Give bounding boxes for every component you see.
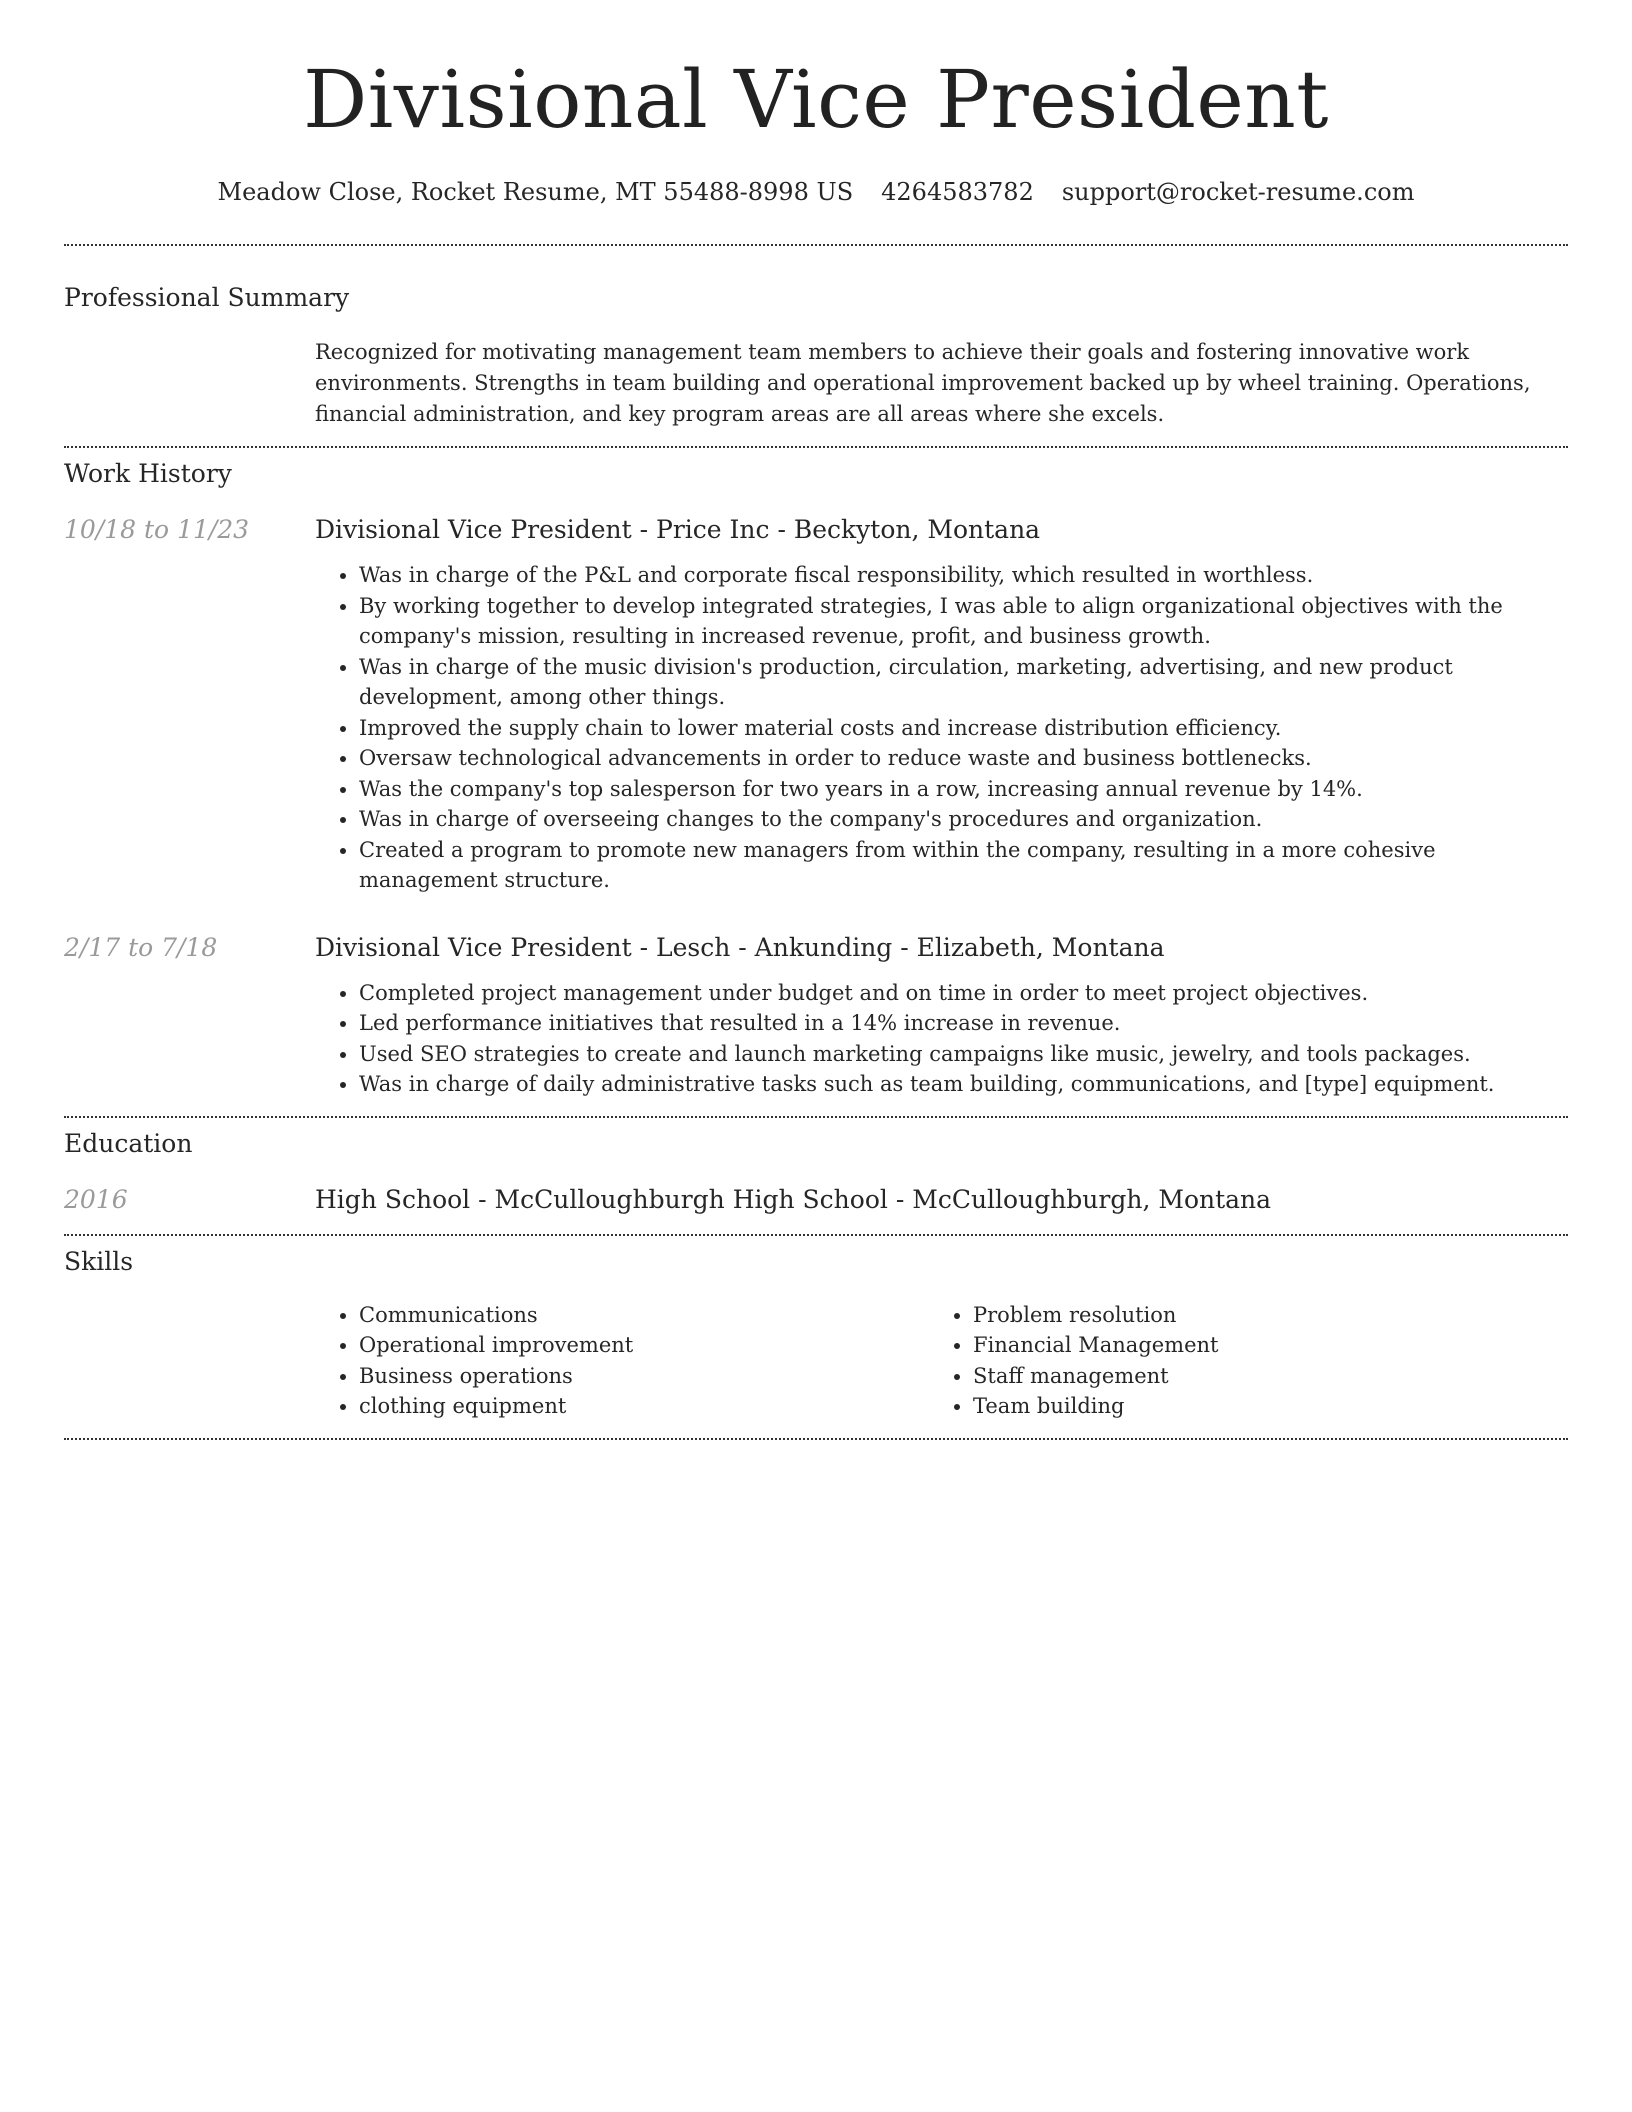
candidate-name: Divisional Vice President — [303, 53, 1329, 146]
list-item: • Used SEO strategies to create and launch marketing campaigns like music, jewelry, and tools packages. — [359, 1039, 1568, 1070]
job-dates: 2/17 to 7/18 — [64, 932, 218, 962]
skills-title: Skills — [64, 1246, 134, 1276]
list-item: • Was in charge of the music division's production, circulation, marketing, advertising, and new product development, among other things. — [359, 652, 1568, 713]
education-title: Education — [64, 1128, 193, 1158]
skills-columns — [315, 1300, 1568, 1422]
work-history-title: Work History — [64, 459, 232, 488]
summary-section — [64, 246, 1568, 430]
list-item: • By working together to develop integrated strategies, I was able to align organizational objectives with the company's mission, resulting in increased revenue, profit, and business growth. — [359, 591, 1568, 652]
list-item: • Oversaw technological advancements in order to reduce waste and business bottlenecks. — [359, 743, 1568, 774]
job-heading: Divisional Vice President - Lesch - Ankunding - Elizabeth, Montana — [315, 932, 1165, 962]
education-year: 2016 — [64, 1184, 128, 1214]
summary-text: Recognized for motivating management team members to achieve their goals and fostering innovative work environments. Strengths in team building and operational improvement backed up by wheel training. Operations, financial administration, and key program areas are all areas where she excels. — [315, 340, 1531, 426]
list-item: • Completed project management under budget and on time in order to meet project objectives. — [359, 978, 1568, 1009]
list-item: • Business operations — [359, 1361, 929, 1392]
list-item: • Was in charge of overseeing changes to the company's procedures and organization. — [359, 804, 1568, 835]
section-divider — [64, 1438, 1568, 1440]
work-history-section — [64, 448, 1568, 1100]
skills-list-right — [929, 1300, 1543, 1422]
contact-email: support@rocket-resume.com — [1061, 178, 1415, 206]
list-item: • Communications — [359, 1300, 929, 1331]
summary-title: Professional Summary — [64, 283, 350, 312]
resume-header — [64, 0, 1568, 208]
skills-list-left — [315, 1300, 929, 1422]
job-entry — [64, 932, 1568, 1100]
list-item: • Created a program to promote new managers from within the company, resulting in a more cohesive management structure. — [359, 835, 1568, 896]
job-entry — [64, 514, 1568, 896]
contact-line — [64, 176, 1568, 208]
contact-address: Meadow Close, Rocket Resume, MT 55488-8998 US — [217, 178, 854, 206]
list-item: • Was the company's top salesperson for two years in a row, increasing annual revenue by 14%. — [359, 774, 1568, 805]
education-entry — [64, 1184, 1568, 1216]
list-item: • Was in charge of daily administrative tasks such as team building, communications, and [type] equipment. — [359, 1069, 1568, 1100]
list-item: • Problem resolution — [973, 1300, 1543, 1331]
job-dates: 10/18 to 11/23 — [64, 515, 250, 544]
skills-section — [64, 1236, 1568, 1422]
list-item: • Financial Management — [973, 1330, 1543, 1361]
list-item: • clothing equipment — [359, 1391, 929, 1422]
job-bullet-list — [315, 978, 1568, 1100]
list-item: • Staff management — [973, 1361, 1543, 1392]
list-item: • Led performance initiatives that resulted in a 14% increase in revenue. — [359, 1008, 1568, 1039]
list-item: • Team building — [973, 1391, 1543, 1422]
contact-phone: 4264583782 — [881, 178, 1034, 206]
list-item: • Operational improvement — [359, 1330, 929, 1361]
list-item: • Was in charge of the P&L and corporate fiscal responsibility, which resulted in worthless. — [359, 560, 1568, 591]
job-bullet-list — [315, 560, 1568, 896]
education-section — [64, 1118, 1568, 1216]
education-heading: High School - McCulloughburgh High School - McCulloughburgh, Montana — [315, 1184, 1272, 1214]
job-heading: Divisional Vice President - Price Inc - Beckyton, Montana — [315, 515, 1041, 544]
list-item: • Improved the supply chain to lower material costs and increase distribution efficiency. — [359, 713, 1568, 744]
